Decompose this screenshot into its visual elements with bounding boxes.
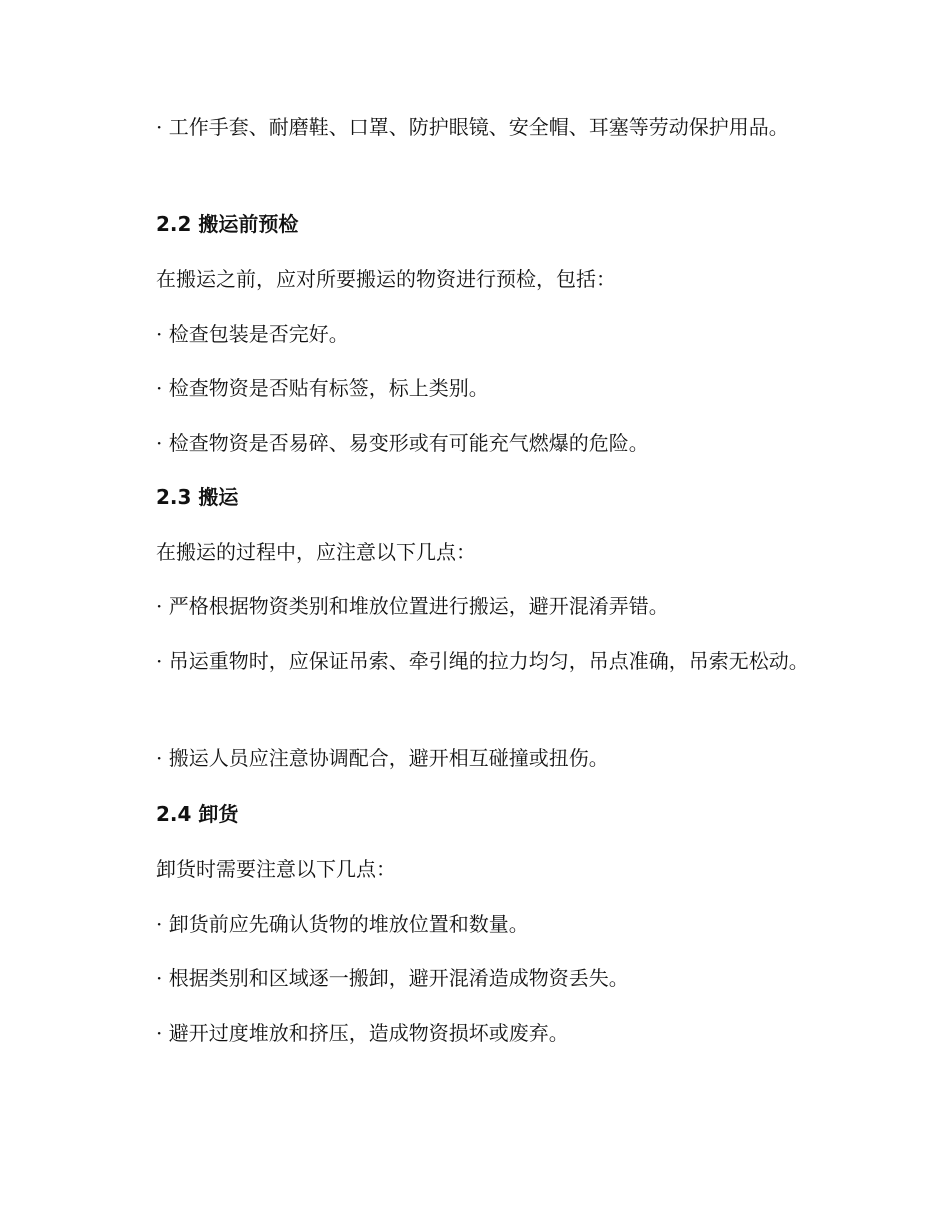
list-item: · 搬运人员应注意协调配合，避开相互碰撞或扭伤。: [156, 746, 609, 770]
section-heading-2-4: 2.4 卸货: [156, 802, 239, 826]
list-item: · 根据类别和区域逐一搬卸，避开混淆造成物资丢失。: [156, 966, 629, 990]
section-intro-2-2: 在搬运之前，应对所要搬运的物资进行预检，包括：: [156, 267, 616, 291]
list-item: · 吊运重物时，应保证吊索、牵引绳的拉力均匀，吊点准确，吊索无松动。: [156, 649, 809, 673]
section-heading-2-2: 2.2 搬运前预检: [156, 212, 299, 236]
list-item: · 检查物资是否贴有标签，标上类别。: [156, 376, 489, 400]
list-item: · 避开过度堆放和挤压，造成物资损坏或废弃。: [156, 1021, 569, 1045]
section-intro-2-4: 卸货时需要注意以下几点：: [156, 857, 396, 881]
list-item: · 严格根据物资类别和堆放位置进行搬运，避开混淆弄错。: [156, 594, 669, 618]
list-item-ppe: · 工作手套、耐磨鞋、口罩、防护眼镜、安全帽、耳塞等劳动保护用品。: [156, 115, 789, 139]
section-heading-2-3: 2.3 搬运: [156, 485, 239, 509]
list-item: · 卸货前应先确认货物的堆放位置和数量。: [156, 912, 529, 936]
list-item: · 检查包装是否完好。: [156, 322, 349, 346]
list-item: · 检查物资是否易碎、易变形或有可能充气燃爆的危险。: [156, 431, 649, 455]
section-intro-2-3: 在搬运的过程中，应注意以下几点：: [156, 540, 476, 564]
